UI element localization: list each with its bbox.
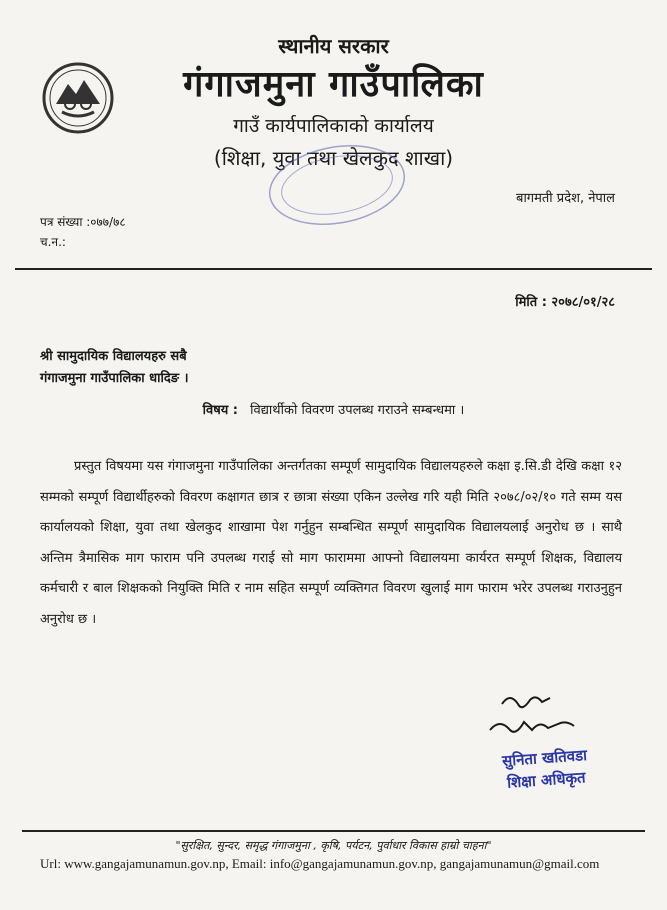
office-stamp-icon <box>262 140 412 230</box>
footer-contact: Url: www.gangajamunamun.gov.np, Email: info@gangajamunamun.gov.np, gangajamunamun@gmail.com <box>40 856 600 871</box>
subject-label: विषय : <box>202 403 238 418</box>
letter-body <box>40 452 622 635</box>
footer-motto: "सुरक्षित, सुन्दर, समृद्ध गंगाजमुना , कृषि, पर्यटन, पुर्वाधार विकास हाम्रो चाहना" <box>175 839 492 852</box>
signatory-post: शिक्षा अधिकृत <box>506 768 587 792</box>
signature-icon <box>480 690 590 740</box>
subject-line <box>0 400 667 418</box>
office-name: गाउँ कार्यपालिकाको कार्यालय <box>233 115 434 137</box>
header-top-line: स्थानीय सरकार <box>278 34 389 58</box>
signatory-name: सुनिता खतिवडा <box>501 746 588 770</box>
footer-divider <box>22 830 645 832</box>
dispatch-number: च.न.: <box>40 235 66 249</box>
recipient-line-1: श्री सामुदायिक विद्यालयहरु सबै <box>40 349 187 364</box>
subject-text: विद्यार्थीको विवरण उपलब्ध गराउने सम्बन्धमा । <box>250 403 465 418</box>
province-line: बागमती प्रदेश, नेपाल <box>516 191 615 206</box>
letter-date: मिति : २०७८/०१/२८ <box>515 295 615 310</box>
municipality-name: गंगाजमुना गाउँपालिका <box>183 64 484 105</box>
nepal-emblem-icon <box>40 60 116 136</box>
header-divider <box>15 268 652 270</box>
recipient-line-2: गंगाजमुना गाउँपालिका धादिङ । <box>40 371 189 386</box>
reference-number: पत्र संख्या :०७७/७८ <box>40 215 126 229</box>
body-paragraph: प्रस्तुत विषयमा यस गंगाजमुना गाउँपालिका अन्तर्गतका सम्पूर्ण सामुदायिक विद्यालयहरुले कक्षा इ.सि.डी देखि कक्षा १२ सम्मको सम्पूर्ण विद्यार्थीहरुको विवरण कक्षागत छात्र र छात्रा संख्या एकिन उल्लेख गरि यही मिति २०७८/०२/१० गते सम्म यस कार्यालयको शिक्षा, युवा तथा खेलकुद शाखामा पेश गर्नुहुन सम्बन्धित सम्पूर्ण सामुदायिक विद्यालयलाई अनुरोध छ । साथै अन्तिम त्रैमासिक माग फाराम पनि उपलब्ध गराई सो माग फाराममा आफ्नो विद्यालयमा कार्यरत सम्पूर्ण शिक्षक, विद्यालय कर्मचारी र बाल शिक्षकको नियुक्ति मिति र नाम सहित सम्पूर्ण व्यक्तिगत विवरण खुलाई माग फाराम भरेर उपलब्ध गराउनुहुन अनुरोध छ । <box>40 459 622 627</box>
branch-name: (शिक्षा, युवा तथा खेलकुद शाखा) <box>213 146 454 170</box>
